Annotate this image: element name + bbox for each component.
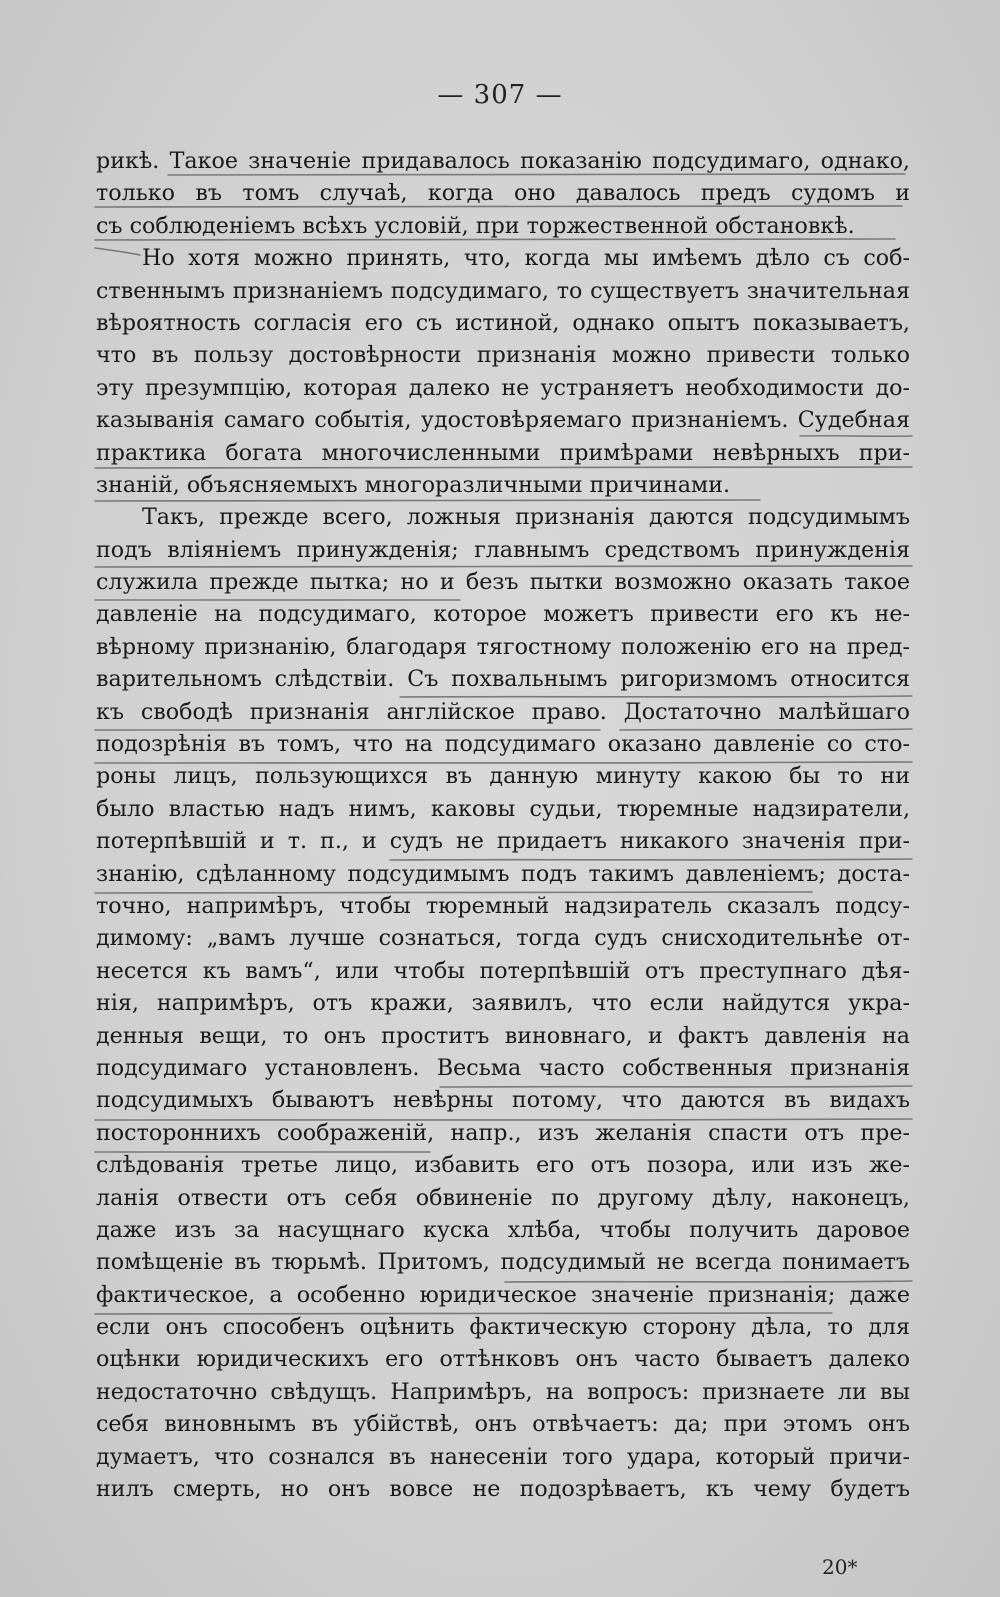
text-line: вѣроятность согласія его съ истиной, однако опытъ показываетъ, <box>96 309 910 336</box>
text-line: къ свободѣ признанія англійское право. Достаточно малѣйшаго <box>96 698 910 725</box>
text-line: димому: „вамъ лучше сознаться, тогда судъ снисходительнѣе от- <box>96 925 910 952</box>
text-line: роны лицъ, пользующихся въ данную минуту какою бы то ни <box>96 763 910 790</box>
text-line: помѣщеніе въ тюрьмѣ. Притомъ, подсудимый не всегда понимаетъ <box>96 1249 910 1276</box>
text-line: подсудимыхъ бываютъ невѣрны потому, что даются въ видахъ <box>96 1087 910 1114</box>
text-line: фактическое, а особенно юридическое значеніе признанія; даже <box>96 1281 910 1308</box>
text-line: знаній, объясняемыхъ многоразличными причинами. <box>96 471 731 498</box>
text-line: казыванія самаго событія, удостовѣряемаго признаніемъ. Судебная <box>96 407 910 434</box>
text-line: подозрѣнія въ томъ, что на подсудимаго оказано давленіе со сто- <box>96 731 910 758</box>
text-line: недостаточно свѣдущъ. Напримѣръ, на вопросъ: признаете ли вы <box>96 1378 910 1405</box>
text-line: думаетъ, что сознался въ нанесеніи того удара, который причи- <box>96 1443 910 1470</box>
text-line: только въ томъ случаѣ, когда оно давалось предъ судомъ и <box>96 180 910 207</box>
text-line: варительномъ слѣдствіи. Съ похвальнымъ ригоризмомъ относится <box>96 666 910 693</box>
text-line: постороннихъ соображеній, напр., изъ желанія спасти отъ пре- <box>96 1119 910 1146</box>
text-line: вѣрному признанію, благодаря тягостному положенію его на пред- <box>96 633 910 660</box>
text-line: потерпѣвшій и т. п., и судъ не придаетъ никакого значенія при- <box>96 828 910 855</box>
text-line: знанію, сдѣланному подсудимымъ подъ такимъ давленіемъ; доста- <box>96 860 910 887</box>
text-line: что въ пользу достовѣрности признанія можно привести только <box>96 342 910 369</box>
body-text <box>96 145 910 1505</box>
page-number: — 307 — <box>437 80 563 110</box>
text-line: точно, напримѣръ, чтобы тюремный надзиратель сказалъ подсу- <box>96 892 910 919</box>
text-line: служила прежде пытка; но и безъ пытки возможно оказать такое <box>96 569 910 596</box>
text-line: ственнымъ признаніемъ подсудимаго, то существуетъ значительная <box>96 277 910 304</box>
text-line: подъ вліяніемъ принужденія; главнымъ средствомъ принужденія <box>96 536 910 563</box>
printer-signature-mark: 20* <box>822 1555 858 1579</box>
text-line: ланія отвести отъ себя обвиненіе по другому дѣлу, наконецъ, <box>96 1184 910 1211</box>
text-line: съ соблюденіемъ всѣхъ условій, при торжественной обстановкѣ. <box>96 212 855 239</box>
text-line: Такъ, прежде всего, ложныя признанія даются подсудимымъ <box>142 504 910 531</box>
text-line: подсудимаго установленъ. Весьма часто собственныя признанія <box>96 1054 910 1081</box>
text-line: нія, напримѣръ, отъ кражи, заявилъ, что если найдутся укра- <box>96 990 910 1017</box>
text-line: рикѣ. Такое значеніе придавалось показанію подсудимаго, однако, <box>96 148 910 174</box>
text-line: Но хотя можно принять, что, когда мы имѣемъ дѣло съ соб- <box>142 245 910 272</box>
text-line: было властью надъ нимъ, каковы судьи, тюремные надзиратели, <box>96 795 910 822</box>
text-line: эту презумпцію, которая далеко не устраняетъ необходимости до- <box>96 374 910 401</box>
text-line: если онъ способенъ оцѣнить фактическую сторону дѣла, то для <box>96 1314 910 1341</box>
text-line: даже изъ за насущнаго куска хлѣба, чтобы получить даровое <box>96 1216 910 1243</box>
text-line: оцѣнки юридическихъ его оттѣнковъ онъ часто бываетъ далеко <box>96 1346 910 1373</box>
text-line: слѣдованія третье лицо, избавить его отъ позора, или изъ же- <box>96 1152 910 1179</box>
text-line: практика богата многочисленными примѣрами невѣрныхъ при- <box>96 439 910 466</box>
text-line: себя виновнымъ въ убійствѣ, онъ отвѣчаетъ: да; при этомъ онъ <box>96 1411 910 1438</box>
text-line: давленіе на подсудимаго, которое можетъ привести его къ не- <box>96 601 910 628</box>
text-line: несется къ вамъ“, или чтобы потерпѣвшій отъ преступнаго дѣя- <box>96 957 910 984</box>
text-line: нилъ смерть, но онъ вовсе не подозрѣваетъ, къ чему будетъ <box>96 1476 910 1503</box>
text-line: денныя вещи, то онъ проститъ виновнаго, и фактъ давленія на <box>96 1022 910 1049</box>
